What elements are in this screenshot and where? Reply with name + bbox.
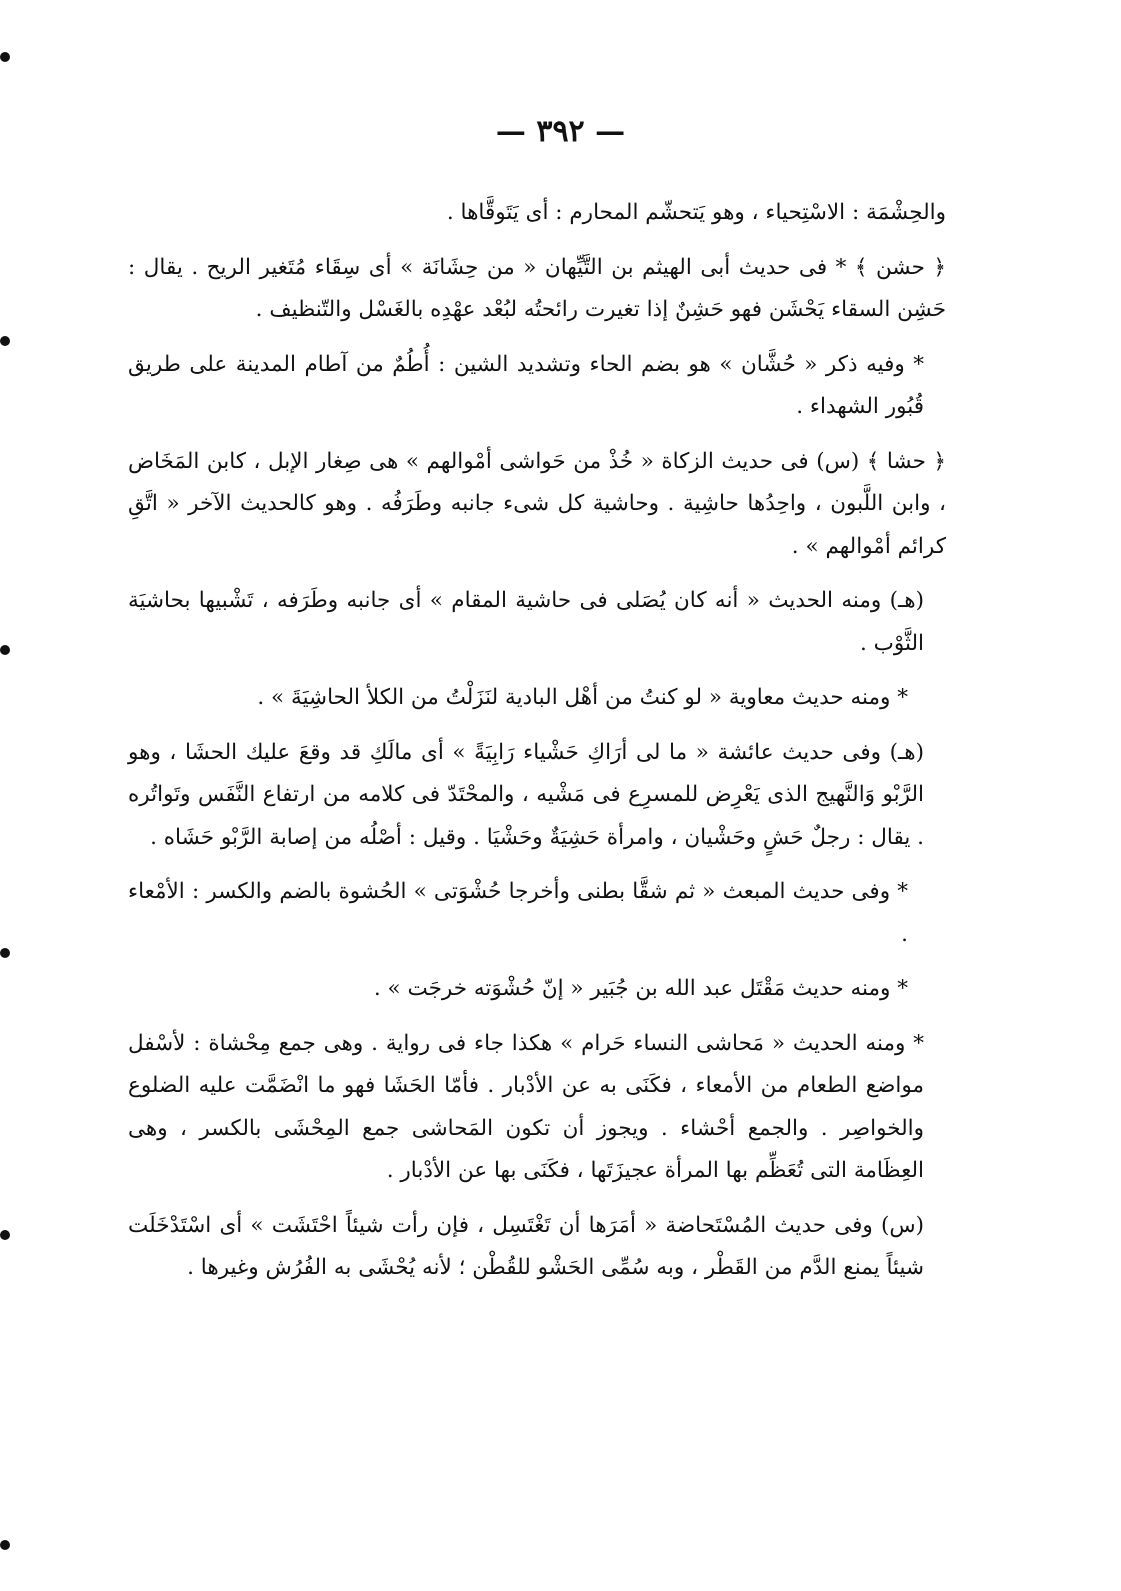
scan-margin-marks xyxy=(0,0,16,1591)
paragraph: * وفى حديث المبعث « ثم شقَّا بطنى وأخرجا حُشْوَتى » الحُشوة بالضم والكسر : الأمْعاء . xyxy=(128,879,908,947)
dictionary-entry: ﴿ حشا ﴾ (س) فى حديث الزكاة « خُذْ من حَواشى أمْوالهم » هى صِغار الإبل ، كابن المَخَاض ، وابن اللَّبون ، واحِدُها حاشِية . وحاشية كل شىء جانبه وطَرَفُه . وهو كالحديث الآخر « اتَّقِ كرائم أمْوالهم » . xyxy=(128,448,946,559)
margin-mark xyxy=(0,1540,10,1550)
paragraph: (هـ) ومنه الحديث « أنه كان يُصَلى فى حاشية المقام » أى جانبه وطَرَفه ، تَشْبيها بحاشيَة الثَّوْب . xyxy=(128,588,924,656)
margin-mark xyxy=(0,645,10,655)
page-body xyxy=(128,192,946,1302)
paragraph: * وفيه ذكر « حُشَّان » هو بضم الحاء وتشديد الشين : أُطُمٌ من آطام المدينة على طريق قُبُور الشهداء . xyxy=(128,351,924,419)
margin-mark xyxy=(0,948,10,958)
paragraph: والحِشْمَة : الاسْتِحياء ، وهو يَتحشّم المحارم : أى يَتَوقَّاها . xyxy=(446,200,946,225)
dictionary-entry: ﴿ حشن ﴾ * فى حديث أبى الهيثم بن التَّيِّهان « من حِشَانَة » أى سِقَاء مُتَغير الريح . يقال : حَشِن السقاء يَحْشَن فهو حَشِنٌ إذا تغيرت رائحتُه لبُعْد عهْدِه بالغَسْل والتّنظيف . xyxy=(128,254,946,322)
page-number: — ٣٩٢ — xyxy=(495,114,626,149)
paragraph: (س) وفى حديث المُسْتَحاضة « أمَرَها أن تَغْتَسِل ، فإن رأت شيئاً احْتَشَت » أى اسْتَدْخَلَت شيئاً يمنع الدَّم من القَطْر ، وبه سُمِّى الحَشْو للقُطْن ؛ لأنه يُحْشَى به الفُرُش وغيرها . xyxy=(128,1212,924,1280)
paragraph: * ومنه حديث معاوية « لو كنتُ من أهْل البادية لنَزَلْتُ من الكلأ الحاشِيَةَ » . xyxy=(257,685,908,710)
paragraph: * ومنه حديث مَقْتَل عبد الله بن جُبَير « إنّ حُشْوَته خرجَت » . xyxy=(373,976,908,1001)
margin-mark xyxy=(0,336,10,346)
paragraph: * ومنه الحديث « مَحاشى النساء حَرام » هكذا جاء فى رواية . وهى جمع مِحْشاة : لأسْفل مواضع الطعام من الأمعاء ، فكَنَى به عن الأدْبار . فأمّا الحَشَا فهو ما انْضَمَّت عليه الضلوع والخواصِر . والجمع أحْشاء . ويجوز أن تكون المَحاشى جمع المِحْشَى بالكسر ، وهى العِظَامة التى تُعَظِّم بها المرأة عجيزَتَها ، فكَنَى بها عن الأدْبار . xyxy=(128,1030,924,1183)
margin-mark xyxy=(0,1230,10,1240)
margin-mark xyxy=(0,52,10,62)
paragraph: (هـ) وفى حديث عائشة « ما لى أرَاكِ حَشْياء رَابِيَةً » أى مالَكِ قد وقعَ عليك الحشَا ، وهو الرَّبْو وَالنَّهيج الذى يَعْرِض للمسرِع فى مَشْيه ، والمحْتَدّ فى كلامه من ارتفاع النَّفَس وتَواتُره . يقال : رجلٌ حَشٍ وحَشْيان ، وامرأة حَشِيَةٌ وحَشْيَا . وقيل : أصْلُه من إصابة الرَّبْو حَشَاه . xyxy=(128,739,924,850)
